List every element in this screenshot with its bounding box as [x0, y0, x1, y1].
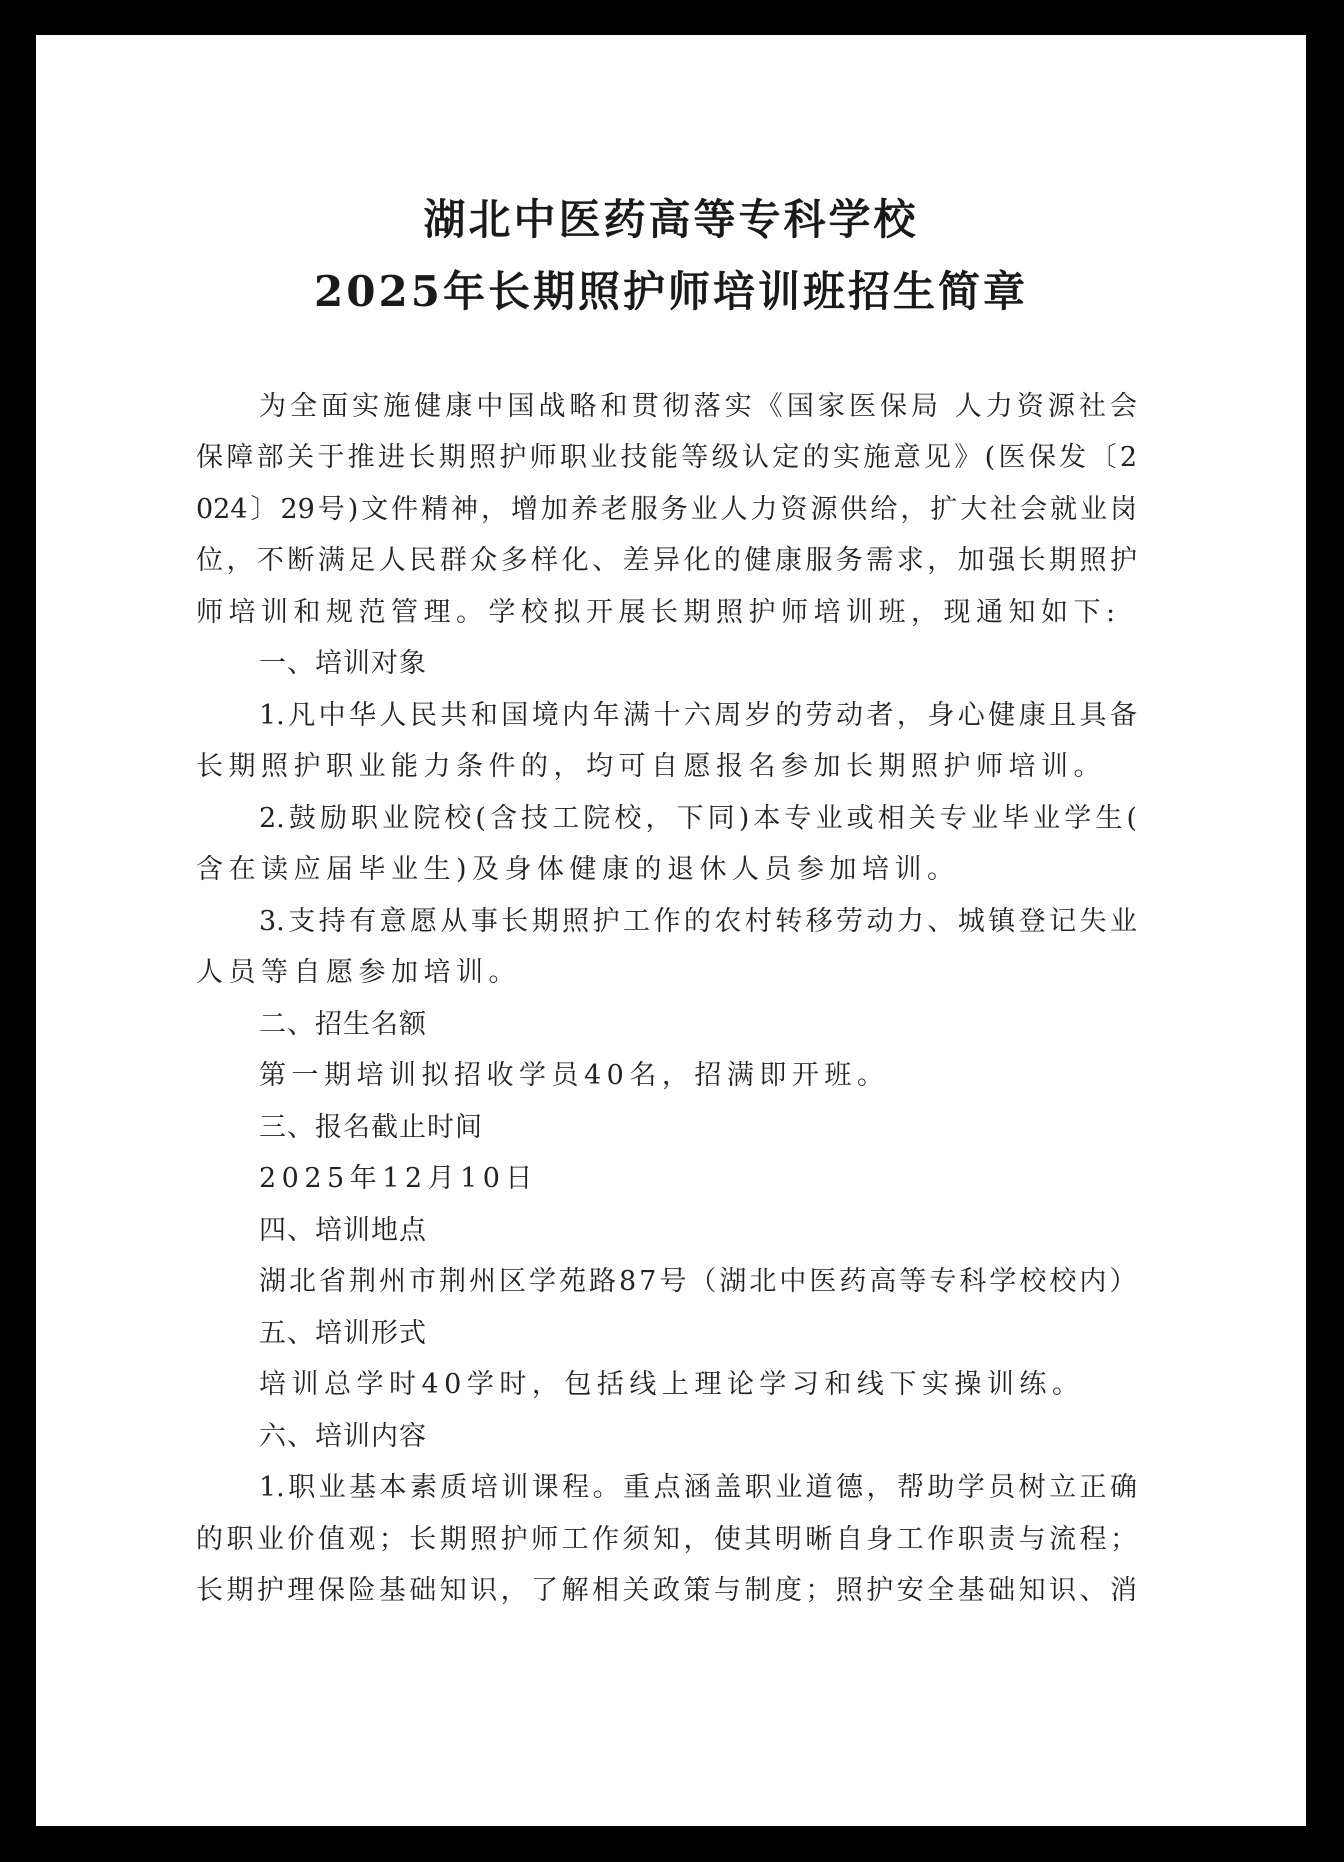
document-page	[36, 35, 1306, 1826]
intro-line: 024〕29号)文件精神，增加养老服务业人力资源供给，扩大社会就业岗	[196, 494, 1137, 525]
section-line: 人员等自愿参加培训。	[196, 957, 521, 988]
section-line: 含在读应届毕业生)及身体健康的退休人员参加培训。	[196, 854, 960, 885]
section-heading-training-target: 一、培训对象	[259, 648, 427, 679]
section-heading-training-content: 六、培训内容	[259, 1421, 427, 1452]
section-heading-training-format: 五、培训形式	[259, 1318, 427, 1349]
intro-line: 师培训和规范管理。学校拟开展长期照护师培训班，现通知如下:	[196, 597, 1121, 628]
deadline-date: 2025年12月10日	[259, 1163, 538, 1194]
intro-line: 保障部关于推进长期照护师职业技能等级认定的实施意见》(医保发〔2	[196, 442, 1137, 473]
title-line-1: 湖北中医药高等专科学校	[423, 195, 919, 244]
training-address: 湖北省荆州市荆州区学苑路87号（湖北中医药高等专科学校校内）	[259, 1266, 1140, 1297]
section-line: 2.鼓励职业院校(含技工院校，下同)本专业或相关专业毕业学生(	[259, 803, 1137, 834]
intro-line: 位，不断满足人民群众多样化、差异化的健康服务需求，加强长期照护	[196, 545, 1137, 576]
section-line: 1.职业基本素质培训课程。重点涵盖职业道德，帮助学员树立正确	[259, 1472, 1137, 1503]
title-line-2: 2025年长期照护师培训班招生简章	[314, 267, 1028, 316]
section-heading-registration-deadline: 三、报名截止时间	[259, 1112, 483, 1143]
section-line: 培训总学时40学时，包括线上理论学习和线下实操训练。	[259, 1369, 1085, 1400]
section-heading-training-location: 四、培训地点	[259, 1215, 427, 1246]
section-line: 3.支持有意愿从事长期照护工作的农村转移劳动力、城镇登记失业	[259, 906, 1137, 937]
section-line: 第一期培训拟招收学员40名，招满即开班。	[259, 1060, 890, 1091]
section-line: 长期照护职业能力条件的，均可自愿报名参加长期照护师培训。	[196, 751, 1106, 782]
section-line: 1.凡中华人民共和国境内年满十六周岁的劳动者，身心健康且具备	[259, 700, 1137, 731]
section-line: 长期护理保险基础知识，了解相关政策与制度；照护安全基础知识、消	[196, 1575, 1137, 1606]
section-heading-enrollment-quota: 二、招生名额	[259, 1009, 427, 1040]
intro-line: 为全面实施健康中国战略和贯彻落实《国家医保局 人力资源社会	[259, 391, 1137, 422]
section-line: 的职业价值观；长期照护师工作须知，使其明晰自身工作职责与流程；	[196, 1524, 1137, 1555]
